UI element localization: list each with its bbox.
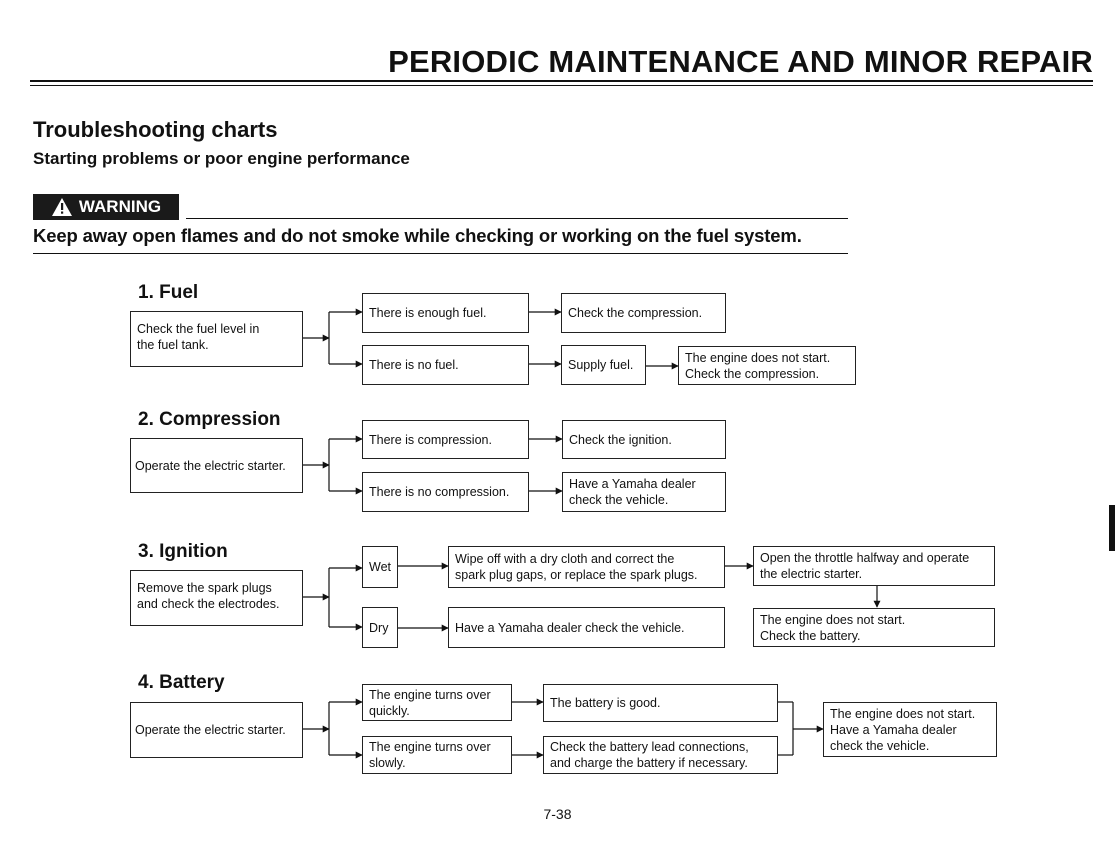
battery-slow-text: The engine turns over slowly. [369, 740, 491, 770]
header-rule-thick [30, 80, 1093, 82]
warning-rule [186, 218, 848, 219]
battery-charge-box [543, 736, 778, 774]
battery-fast-text: The engine turns over quickly. [369, 687, 491, 718]
fuel-check-compression-text: Check the compression. [568, 306, 703, 320]
ignition-dry-text: Dry [369, 620, 389, 635]
compression-no-box [362, 472, 529, 512]
ignition-wet-action-box [448, 546, 725, 588]
fuel-none-box [362, 345, 529, 385]
ignition-result-text: The engine does not start. Check the battery. [760, 612, 906, 643]
ignition-start-text: Remove the spark plugs and check the electrodes. [137, 581, 280, 611]
warning-badge [33, 194, 179, 220]
section-title: Troubleshooting charts [33, 117, 278, 142]
fuel-enough-text: There is enough fuel. [369, 306, 487, 320]
ignition-start-box [130, 570, 303, 626]
battery-start-text: Operate the electric starter. [135, 723, 286, 737]
ignition-wet-action-text: Wipe off with a dry cloth and correct the spark plug gaps, or replace the spark plugs. [455, 552, 698, 582]
section-subtitle: Starting problems or poor engine performance [33, 149, 410, 168]
ignition-throttle-text: Open the throttle halfway and operate the electric starter. [760, 551, 970, 581]
battery-fast-box [362, 684, 512, 721]
ignition-throttle-box [753, 546, 995, 586]
battery-start-box [130, 702, 303, 758]
fuel-none-text: There is no fuel. [369, 358, 459, 372]
ignition-dry-box [362, 607, 398, 648]
warning-bottom-rule [33, 253, 848, 254]
fuel-check-compression-box [561, 293, 726, 333]
compression-dealer-text: Have a Yamaha dealer check the vehicle. [569, 477, 696, 507]
battery-good-box [543, 684, 778, 722]
battery-result-text: The engine does not start. Have a Yamaha dealer check the vehicle. [830, 706, 976, 753]
warning-label: WARNING [78, 197, 162, 216]
compression-start-box [130, 438, 303, 493]
fuel-result-text: The engine does not start. Check the compression. [685, 350, 831, 381]
battery-charge-text: Check the battery lead connections, and charge the battery if necessary. [550, 740, 749, 770]
ignition-dry-action-text: Have a Yamaha dealer check the vehicle. [455, 620, 685, 635]
step-title-fuel: 1. Fuel [138, 282, 199, 303]
compression-check-ignition-text: Check the ignition. [569, 432, 672, 447]
ignition-wet-text: Wet [369, 560, 391, 574]
step-title-battery: 4. Battery [138, 672, 225, 693]
header-rule-thin [30, 85, 1093, 86]
compression-start-text: Operate the electric starter. [135, 458, 286, 473]
compression-dealer-box [562, 472, 726, 512]
ignition-result-box [753, 608, 995, 647]
fuel-supply-text: Supply fuel. [568, 358, 634, 372]
ignition-dry-action-box [448, 607, 725, 648]
fuel-start-box [130, 311, 303, 367]
ignition-wet-box [362, 546, 398, 588]
battery-good-text: The battery is good. [550, 696, 661, 710]
fuel-start-text: Check the fuel level in the fuel tank. [137, 322, 260, 352]
battery-slow-box [362, 736, 512, 774]
warning-text: Keep away open flames and do not smoke while checking or working on the fuel system. [33, 225, 802, 246]
fuel-enough-box [362, 293, 529, 333]
compression-yes-text: There is compression. [369, 432, 492, 447]
compression-no-text: There is no compression. [369, 485, 510, 499]
chapter-tab-marker [1109, 505, 1115, 551]
step-title-ignition: 3. Ignition [138, 541, 228, 562]
battery-result-box [823, 702, 997, 757]
page-number: 7-38 [543, 806, 572, 822]
compression-check-ignition-box [562, 420, 726, 459]
warning-triangle-icon [51, 197, 73, 217]
fuel-supply-box [561, 345, 646, 385]
chapter-title: PERIODIC MAINTENANCE AND MINOR REPAIR [388, 44, 1093, 79]
step-title-compression: 2. Compression [138, 409, 281, 430]
fuel-result-box [678, 346, 856, 385]
compression-yes-box [362, 420, 529, 459]
